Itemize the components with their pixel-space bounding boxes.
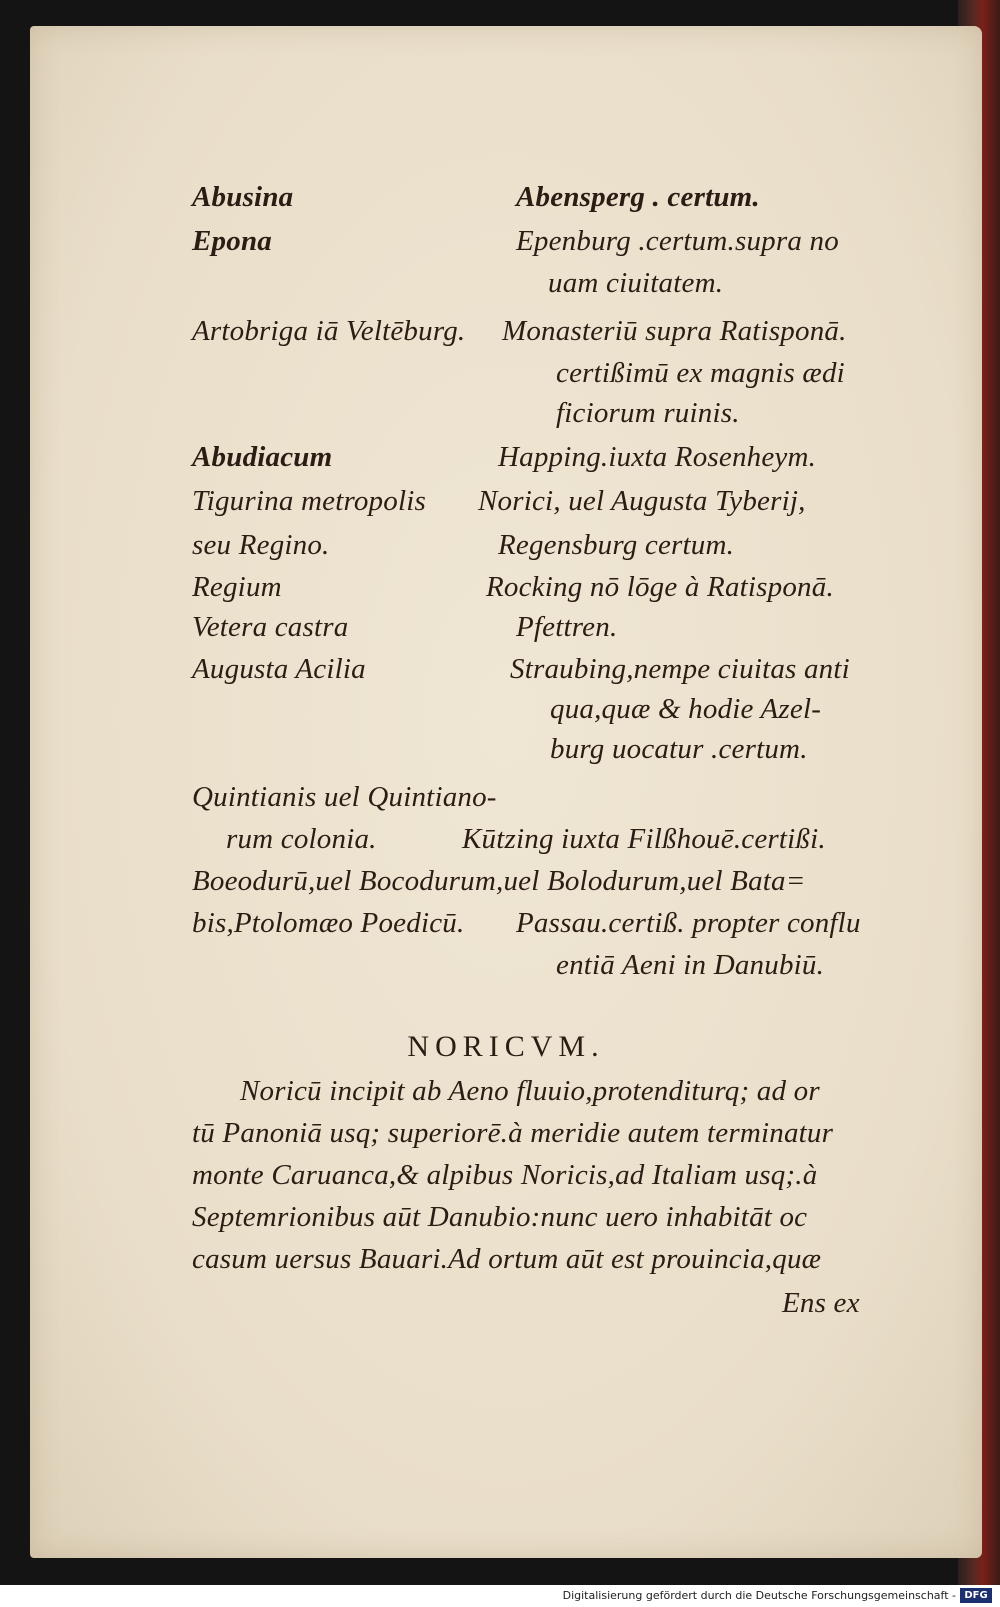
place-modern-name-cont: burg uocatur .certum. <box>550 733 808 765</box>
section-heading: NORICVM. <box>407 1030 605 1063</box>
paragraph-line: monte Caruanca,& alpibus Noricis,ad Italiam usq;.à <box>192 1159 818 1191</box>
place-ancient-name: Tigurina metropolis <box>192 485 426 517</box>
paragraph-line: Septemrionibus aūt Danubio:nunc uero inhabitāt oc <box>192 1201 808 1233</box>
funding-credit: Digitalisierung gefördert durch die Deutsche Forschungsgemeinschaft - <box>562 1589 956 1602</box>
place-ancient-name: Quintianis uel Quintiano- <box>192 781 497 813</box>
place-modern-name: Regensburg certum. <box>498 529 735 561</box>
book-page <box>30 26 982 1558</box>
place-modern-name-cont: ficiorum ruinis. <box>556 397 740 429</box>
place-ancient-name-cont: bis,Ptolomæo Poedicū. <box>192 907 465 939</box>
place-modern-name-cont: qua,quæ & hodie Azel- <box>550 693 822 725</box>
place-modern-name: Rocking nō lōge à Ratisponā. <box>486 571 834 603</box>
place-ancient-name: Regium <box>192 571 282 603</box>
place-ancient-name: Abusina <box>192 181 294 213</box>
place-ancient-name: Artobriga iā Veltēburg. <box>192 315 466 347</box>
place-ancient-name: Vetera castra <box>192 611 349 643</box>
place-ancient-name: Augusta Acilia <box>192 653 366 685</box>
place-modern-name: Norici, uel Augusta Tyberij, <box>478 485 806 517</box>
place-ancient-name-cont: rum colonia. <box>226 823 377 855</box>
place-modern-name: Abensperg . certum. <box>516 181 760 213</box>
paragraph-line: tū Panoniā usq; superiorē.à meridie autem terminatur <box>192 1117 834 1149</box>
catchword: Ens ex <box>782 1287 860 1319</box>
place-modern-name: Kūtzing iuxta Filßhouē.certißi. <box>462 823 826 855</box>
paragraph-line: casum uersus Bauari.Ad ortum aūt est prouincia,quæ <box>192 1243 822 1275</box>
place-modern-name-cont: entiā Aeni in Danubiū. <box>556 949 825 981</box>
dfg-logo: DFG <box>960 1588 992 1603</box>
paragraph-line: Noricū incipit ab Aeno fluuio,protenditurq; ad or <box>240 1075 820 1107</box>
place-modern-name: Epenburg .certum.supra no <box>516 225 839 257</box>
place-modern-name: Straubing,nempe ciuitas anti <box>510 653 850 685</box>
place-modern-name-cont: uam ciuitatem. <box>548 267 724 299</box>
place-ancient-name: Epona <box>192 225 272 257</box>
place-modern-name: Pfettren. <box>516 611 618 643</box>
place-modern-name: Monasteriū supra Ratisponā. <box>502 315 847 347</box>
place-ancient-name: seu Regino. <box>192 529 330 561</box>
place-modern-name: Passau.certiß. propter conflu <box>516 907 861 939</box>
place-ancient-name: Boeodurū,uel Bocodurum,uel Bolodurum,uel Bata= <box>192 865 806 897</box>
place-modern-name: Happing.iuxta Rosenheym. <box>498 441 817 473</box>
place-ancient-name: Abudiacum <box>192 441 333 473</box>
place-modern-name-cont: certißimū ex magnis ædi <box>556 357 845 389</box>
